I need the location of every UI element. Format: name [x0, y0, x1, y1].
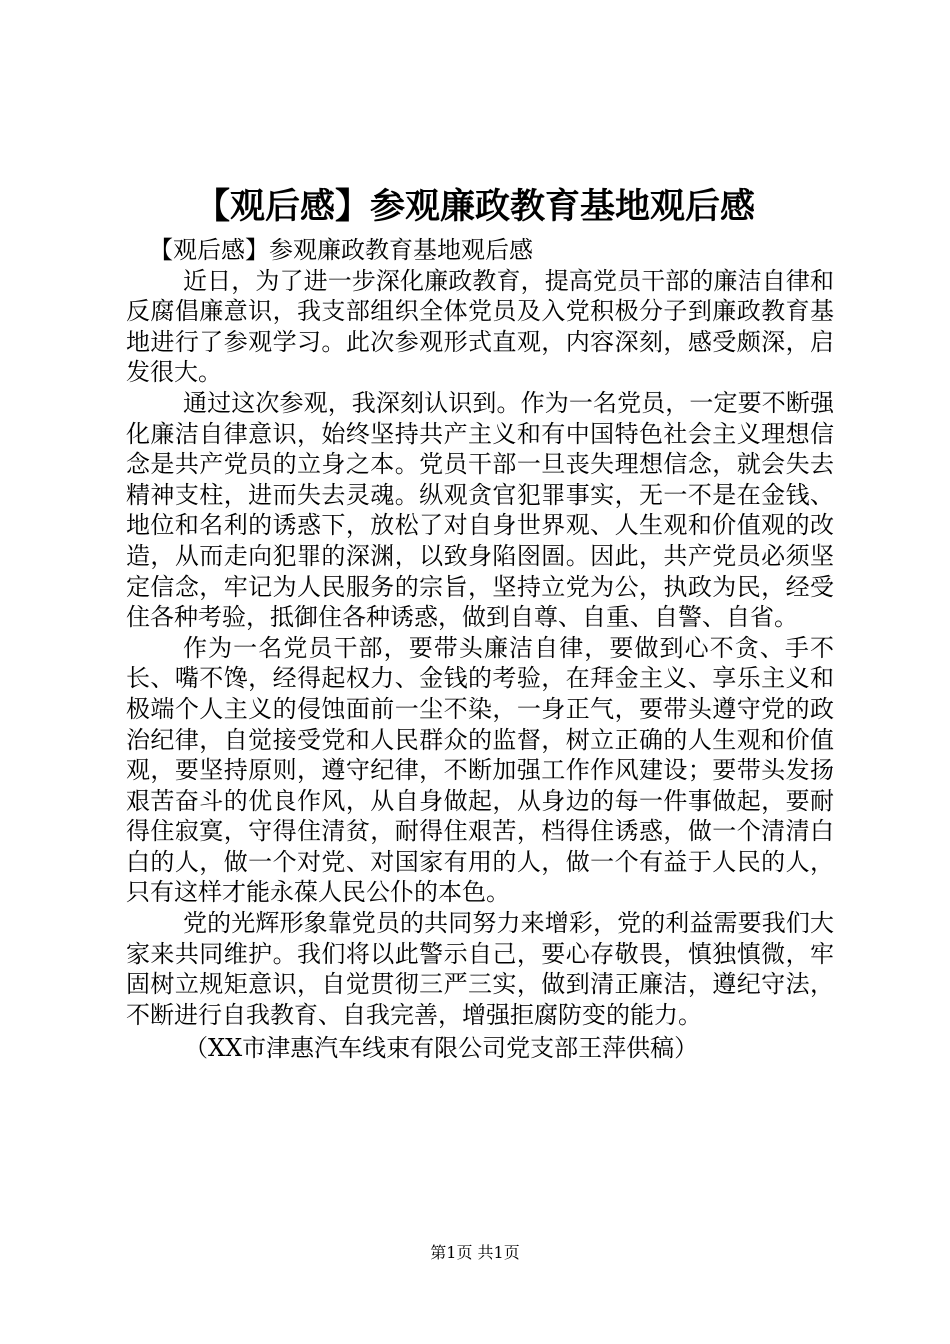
body-paragraph-3: 作为一名党员干部，要带头廉洁自律，要做到心不贪、手不长、嘴不馋，经得起权力、金钱的考验，在拜金主义、享乐主义和极端个人主义的侵蚀面前一尘不染，一身正气，要带头遵守党的政治纪律，自觉接受党和人民群众的监督，树立正确的人生观和价值观，要坚持原则，遵守纪律，不断加强工作作风建设；要带头发扬艰苦奋斗的优良作风，从自身做起，从身边的每一件事做起，要耐得住寂寞，守得住清贫，耐得住艰苦，档得住诱惑，做一个清清白白的人，做一个对党、对国家有用的人，做一个有益于人民的人，只有这样才能永葆人民公仆的本色。: [126, 633, 834, 907]
document-credit: （XX市津惠汽车线束有限公司党支部王萍供稿）: [184, 1034, 699, 1063]
document-title: 【观后感】参观廉政教育基地观后感: [194, 186, 755, 227]
body-paragraph-4: 党的光辉形象靠党员的共同努力来增彩，党的利益需要我们大家来共同维护。我们将以此警示自己，要心存敬畏，慎独慎微，牢固树立规矩意识，自觉贯彻三严三实，做到清正廉洁，遵纪守法，不断进行自我教育、自我完善，增强拒腐防变的能力。: [126, 909, 834, 1029]
body-paragraph-1: 近日，为了进一步深化廉政教育，提高党员干部的廉洁自律和反腐倡廉意识，我支部组织全体党员及入党积极分子到廉政教育基地进行了参观学习。此次参观形式直观，内容深刻，感受颇深，启发很大。: [126, 266, 834, 387]
document-body: [126, 235, 834, 1064]
body-paragraph-2: 通过这次参观，我深刻认识到。作为一名党员，一定要不断强化廉洁自律意识，始终坚持共产主义和有中国特色社会主义理想信念是共产党员的立身之本。党员干部一旦丧失理想信念，就会失去精神支柱，进而失去灵魂。纵观贪官犯罪事实，无一不是在金钱、地位和名利的诱惑下，放松了对自身世界观、人生观和价值观的改造，从而走向犯罪的深渊，以致身陷囹圄。因此，共产党员必须坚定信念，牢记为人民服务的宗旨，坚持立党为公，执政为民，经受住各种考验，抵御住各种诱惑，做到自尊、自重、自警、自省。: [126, 388, 834, 632]
document-subtitle: 【观后感】参观廉政教育基地观后感: [149, 236, 533, 264]
page-footer: 第1页 共1页: [430, 1243, 520, 1262]
